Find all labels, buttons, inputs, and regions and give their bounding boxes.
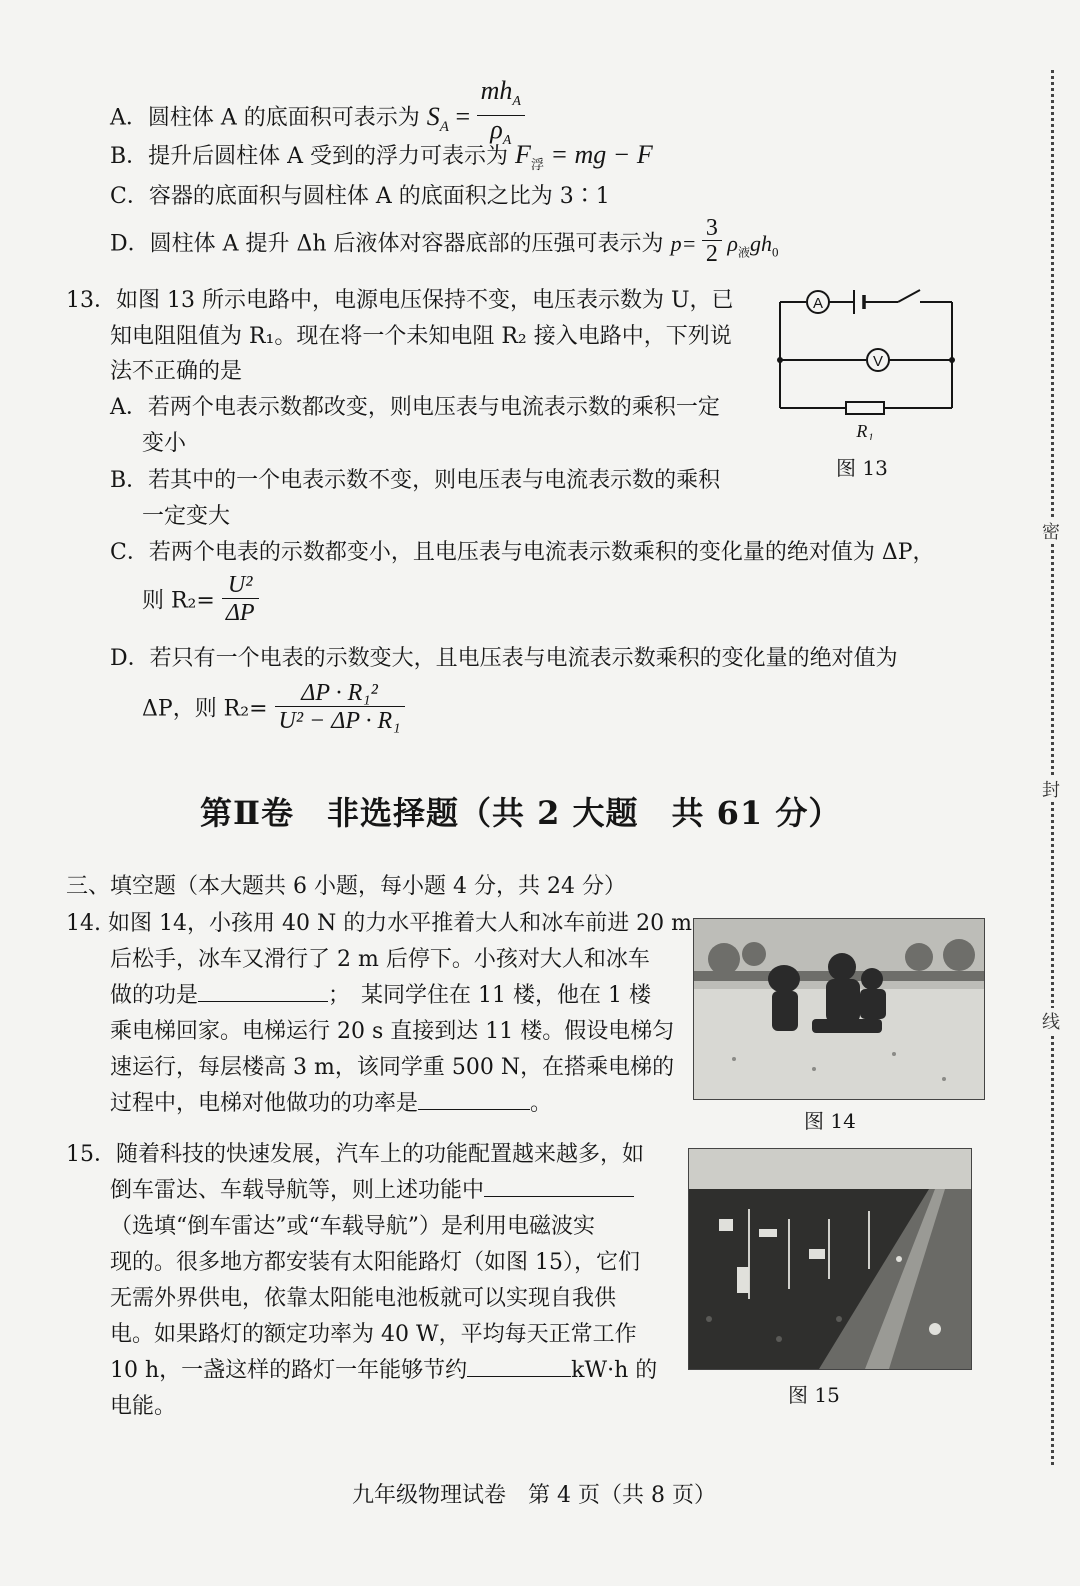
figure-15-solar-streetlight-illustration bbox=[689, 1149, 971, 1369]
q13-stem-line2: 知电阻阻值为 R₁。现在将一个未知电阻 R₂ 接入电路中，下列说 bbox=[110, 324, 732, 349]
binding-char-2: 封 bbox=[1042, 776, 1060, 802]
figure-13-caption: 图 13 bbox=[836, 456, 888, 480]
q12-option-a-text: A．圆柱体 A 的底面积可表示为 bbox=[110, 105, 420, 131]
binding-char-1: 密 bbox=[1042, 518, 1060, 544]
figure-15-photo bbox=[688, 1148, 972, 1370]
figure-14-ice-cart-illustration bbox=[694, 919, 984, 1099]
q13-option-a-line1: A．若两个电表示数都改变，则电压表与电流表示数的乘积一定 bbox=[110, 395, 720, 420]
section-2-title: 第Ⅱ卷 非选择题（共 2 大题 共 61 分） bbox=[200, 794, 842, 832]
q13-option-a-line2: 变小 bbox=[142, 431, 187, 456]
q13-option-d-formula: ΔP，则 R₂= $\frac{\text{ΔP · R₁²}}{\text{U² − ΔP · R₁}}$ bbox=[142, 682, 405, 737]
q12-option-b-formula: $F_浮$ = mg − F bbox=[515, 140, 653, 173]
q13-option-c-formula: 则 R₂= $\frac{\text{U²}}{\Delta P}$ bbox=[142, 574, 259, 629]
page-footer: 九年级物理试卷 第 4 页（共 8 页） bbox=[352, 1483, 716, 1508]
q12-option-d bbox=[110, 215, 779, 271]
q15-line7: 10 h，一盏这样的路灯一年能够节约 kW·h 的 bbox=[110, 1354, 657, 1388]
resistor-r1-symbol bbox=[846, 402, 884, 414]
q13-option-c-line1: C．若两个电表的示数都变小，且电压表与电流表示数乘积的变化量的绝对值为 ΔP， bbox=[110, 540, 935, 565]
q14-line5: 速运行，每层楼高 3 m，该同学重 500 N，在搭乘电梯的 bbox=[110, 1055, 675, 1080]
q12-option-d-text: D．圆柱体 A 提升 Δh 后液体对容器底部的压强可表示为 bbox=[110, 231, 664, 257]
q13-stem-line1: 13．如图 13 所示电路中，电源电压保持不变，电压表示数为 U，已 bbox=[66, 288, 734, 313]
q13-option-b-line1: B．若其中的一个电表示数不变，则电压表与电流表示数的乘积 bbox=[110, 468, 721, 493]
q14-line6: 过程中，电梯对他做功的功率是 。 bbox=[110, 1087, 552, 1121]
q14-blank-1[interactable] bbox=[198, 979, 328, 1002]
junction-left bbox=[777, 357, 783, 363]
q13-option-d-line1: D．若只有一个电表的示数变大，且电压表与电流表示数乘积的变化量的绝对值为 bbox=[110, 646, 898, 671]
q15-line6: 电。如果路灯的额定功率为 40 W，平均每天正常工作 bbox=[110, 1322, 637, 1347]
q12-option-a-formula: $S_A$ = $\frac{mh_A}{\rho_A}$ bbox=[427, 102, 525, 131]
q14-line1: 14. 如图 14，小孩用 40 N 的力水平推着大人和冰车前进 20 m bbox=[66, 911, 693, 936]
q14-blank-2[interactable] bbox=[418, 1087, 530, 1110]
q15-line1: 15．随着科技的快速发展，汽车上的功能配置越来越多，如 bbox=[66, 1142, 644, 1167]
q15-line2: 倒车雷达、车载导航等，则上述功能中 bbox=[110, 1174, 634, 1208]
q13-stem-line3: 法不正确的是 bbox=[110, 359, 243, 384]
binding-dotted-line bbox=[1051, 70, 1054, 1465]
q14-line4: 乘电梯回家。电梯运行 20 s 直接到达 11 楼。假设电梯匀 bbox=[110, 1019, 675, 1044]
q12-option-b-text: B．提升后圆柱体 A 受到的浮力可表示为 bbox=[110, 144, 509, 169]
part-3-heading: 三、填空题（本大题共 6 小题，每小题 4 分，共 24 分） bbox=[66, 874, 626, 899]
q12-option-d-formula: p= $\frac{3}{2}$ $\rho_液gh_0$ bbox=[670, 215, 779, 267]
q12-option-c: C．容器的底面积与圆柱体 A 的底面积之比为 3∶1 bbox=[110, 184, 610, 209]
q14-line3: 做的功是 ； 某同学住在 11 楼，他在 1 楼 bbox=[110, 979, 651, 1013]
switch-blade bbox=[898, 290, 920, 302]
q14-line2: 后松手，冰车又滑行了 2 m 后停下。小孩对大人和冰车 bbox=[110, 947, 650, 972]
q12-option-b bbox=[110, 138, 653, 182]
figure-14-photo bbox=[693, 918, 985, 1100]
q15-blank-1[interactable] bbox=[484, 1174, 634, 1197]
q15-blank-2[interactable] bbox=[467, 1354, 571, 1377]
q15-line5: 无需外界供电，依靠太阳能电池板就可以实现自我供 bbox=[110, 1286, 617, 1311]
figure-14-caption: 图 14 bbox=[804, 1109, 856, 1133]
q15-line4: 现的。很多地方都安装有太阳能路灯（如图 15），它们 bbox=[110, 1250, 640, 1275]
q13-option-b-line2: 一定变大 bbox=[142, 504, 231, 529]
ammeter-label: A bbox=[812, 295, 824, 312]
q15-line8: 电能。 bbox=[110, 1394, 177, 1419]
voltmeter-label: V bbox=[872, 353, 884, 370]
binding-char-3: 线 bbox=[1042, 1008, 1060, 1034]
figure-15-caption: 图 15 bbox=[788, 1383, 840, 1407]
q15-line3: （选填“倒车雷达”或“车载导航”）是利用电磁波实 bbox=[110, 1214, 595, 1239]
resistor-r1-label: R₁ bbox=[856, 421, 874, 440]
junction-right bbox=[949, 357, 955, 363]
figure-13-circuit bbox=[770, 280, 970, 440]
